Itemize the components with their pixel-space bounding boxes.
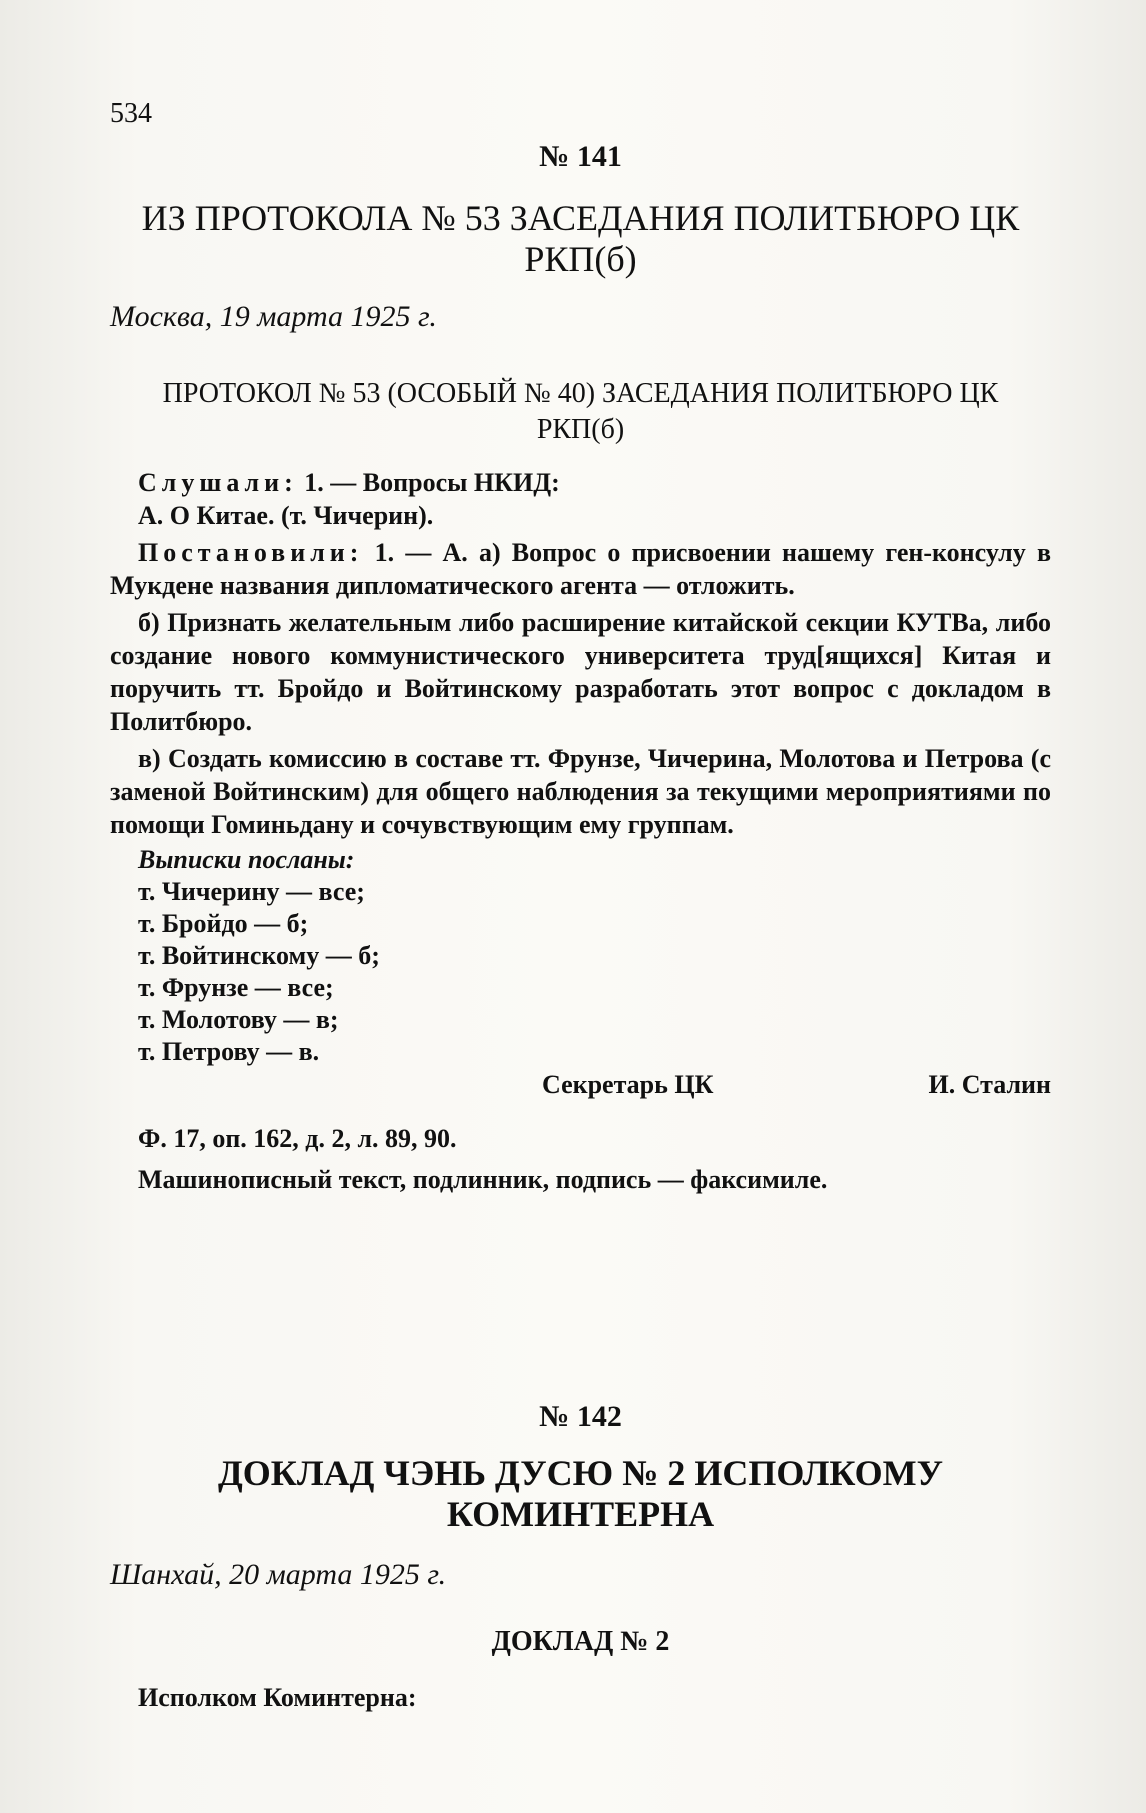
topic-line: А. О Китае. (т. Чичерин).: [138, 501, 434, 530]
heard-text: 1. — Вопросы НКИД:: [297, 468, 560, 497]
doc142-subhead: ДОКЛАД № 2: [491, 1626, 670, 1657]
doc142-dateline: Шанхай, 20 марта 1925 г.: [110, 1558, 447, 1591]
item-v-paragraph: в) Создать комиссию в составе тт. Фрунзе, Чичерина, Молотова и Петрова (с заменой Войтинским) для общего наблюдения за текущими мероприятиями по помощи Гоминьдану и сочувствующим ему группам.: [110, 744, 1051, 839]
archive-reference: Ф. 17, оп. 162, д. 2, л. 89, 90.: [138, 1124, 457, 1153]
page-number: 534: [110, 98, 152, 129]
resolved-label: Постановили:: [138, 538, 364, 567]
doc141-dateline: Москва, 19 марта 1925 г.: [110, 300, 437, 333]
doc142-title-line2: КОМИНТЕРНА: [446, 1494, 715, 1534]
doc141-title: [110, 198, 1051, 280]
extract-item: т. Петрову — в.: [138, 1037, 320, 1066]
doc142-title: [110, 1453, 1051, 1535]
signature-role: Секретарь ЦК: [541, 1070, 714, 1099]
source-note: Машинописный текст, подлинник, подпись — факсимиле.: [138, 1165, 828, 1194]
doc141-title-line2: РКП(б): [524, 239, 637, 279]
doc141-protocol-heading: [110, 376, 1051, 448]
extract-item: т. Фрунзе — все;: [138, 973, 334, 1002]
doc142-number: № 142: [539, 1400, 622, 1433]
doc141-number: № 141: [539, 140, 622, 173]
doc141-body: [110, 466, 1051, 1196]
protocol-line1: ПРОТОКОЛ № 53 (ОСОБЫЙ № 40) ЗАСЕДАНИЯ ПОЛИТБЮРО ЦК: [162, 378, 999, 409]
extract-item: т. Бройдо — б;: [138, 909, 309, 938]
extract-item: т. Молотову — в;: [138, 1005, 339, 1034]
extracts-label: Выписки посланы:: [138, 845, 355, 874]
heard-label: Слушали:: [138, 468, 298, 497]
doc142-title-line1: ДОКЛАД ЧЭНЬ ДУСЮ № 2 ИСПОЛКОМУ: [217, 1453, 944, 1493]
signature-name: И. Сталин: [928, 1070, 1051, 1099]
extracts-list: [110, 876, 1051, 1068]
protocol-line2: РКП(б): [536, 414, 625, 445]
signature-line: [110, 1070, 1051, 1100]
item-b-paragraph: б) Признать желательным либо расширение китайской секции КУТВа, либо создание нового коммунистического университета труд[ящихся] Китая и поручить тт. Бройдо и Войтинскому разработать этот вопрос с докладом в Политбюро.: [110, 608, 1051, 736]
heard-line: [110, 466, 1051, 499]
resolved-paragraph: [110, 536, 1051, 602]
doc142-salutation: Исполком Коминтерна:: [138, 1683, 417, 1712]
extract-item: т. Войтинскому — б;: [138, 941, 380, 970]
resolved-text: 1. — А. а) Вопрос о присвоении нашему ген-консулу в Мукдене названия дипломатического агента — отложить.: [110, 538, 1051, 600]
extract-item: т. Чичерину — все;: [138, 877, 365, 906]
doc141-title-line1: ИЗ ПРОТОКОЛА № 53 ЗАСЕДАНИЯ ПОЛИТБЮРО ЦК: [141, 198, 1020, 238]
